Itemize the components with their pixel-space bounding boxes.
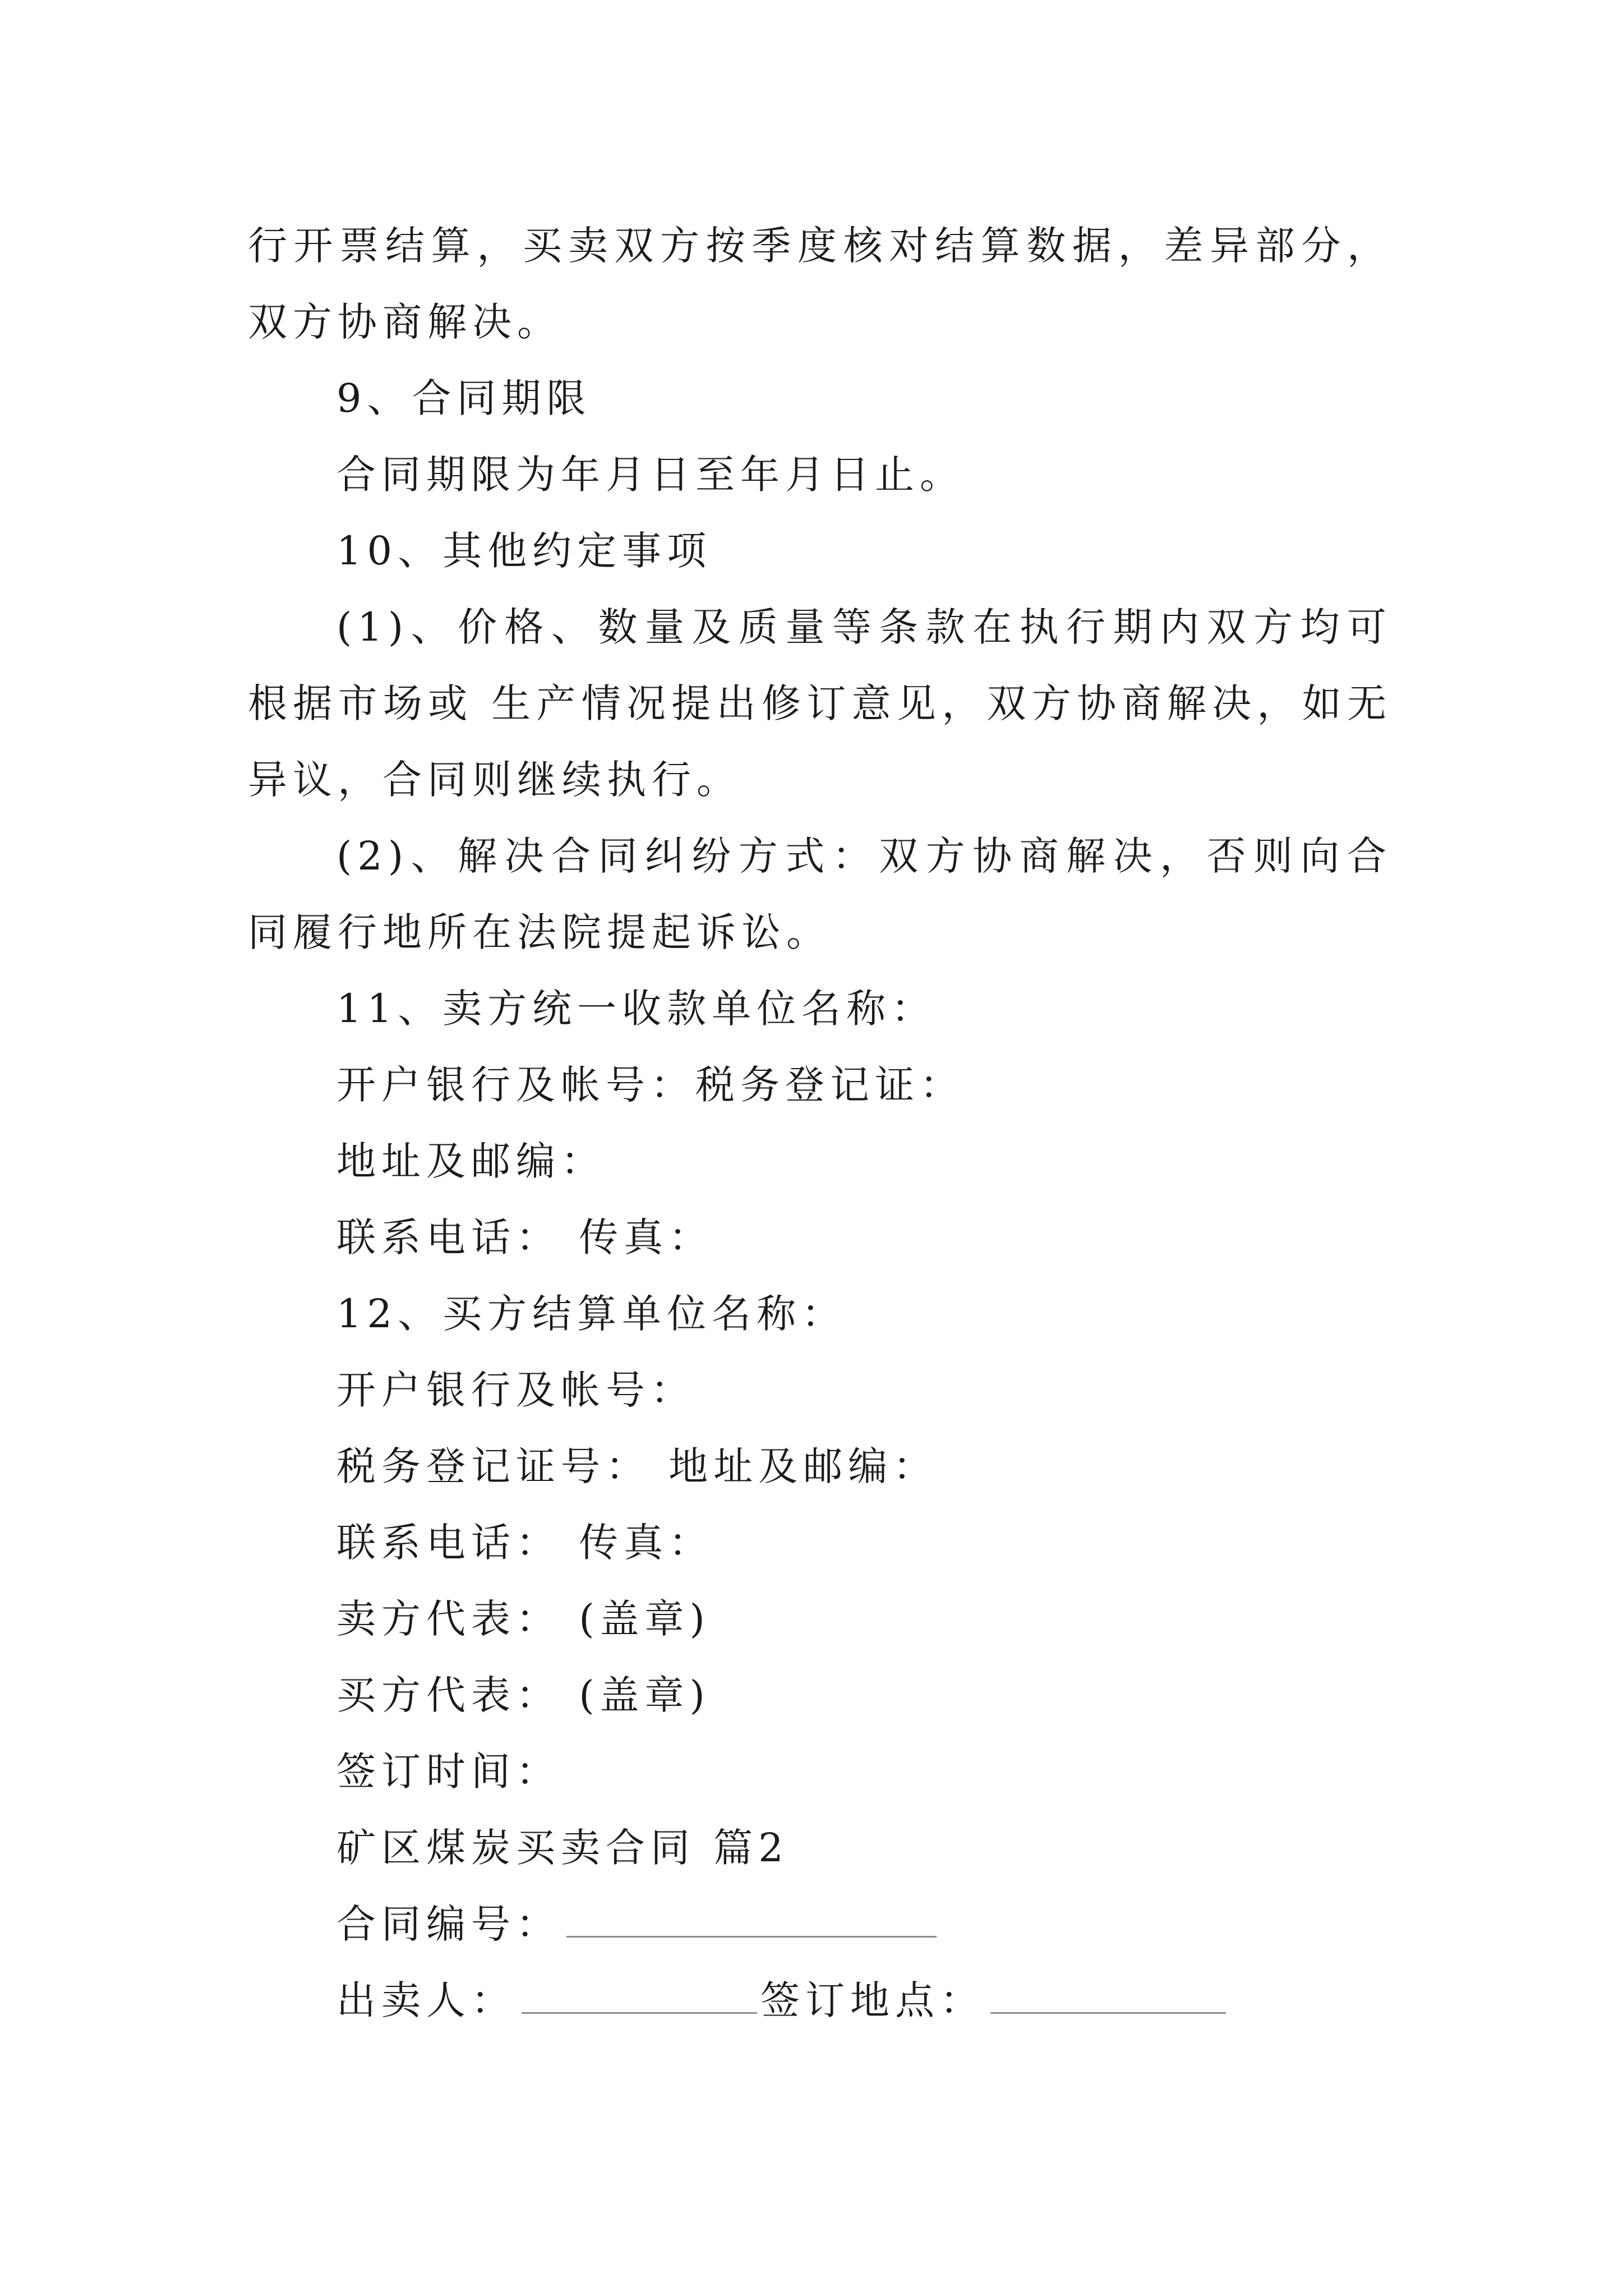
seller-label: 出卖人：: [336, 1977, 516, 2023]
sign-place-label: 签订地点：: [760, 1977, 985, 2023]
contract-number-label: 合同编号：: [336, 1901, 561, 1947]
clause-10-item-1: (1)、价格、数量及质量等条款在执行期内双方均可根据市场或 生产情况提出修订意见，双方协商解决，如无异议，合同则继续执行。: [248, 604, 1392, 803]
buyer-representative: 买方代表： (盖章): [336, 1672, 711, 1718]
document-body: [248, 208, 1392, 2039]
paragraph-settlement: 行开票结算，买卖双方按季度核对结算数据，差异部分，双方协商解决。: [248, 223, 1392, 345]
seller-blank: [522, 1978, 757, 2014]
clause-11-address: 地址及邮编：: [336, 1138, 606, 1184]
seller-place-line: [248, 1962, 1392, 2039]
clause-10-item-2: (2)、解决合同纠纷方式：双方协商解决，否则向合同履行地所在法院提起诉讼。: [248, 833, 1392, 955]
section-2-title: 矿区煤炭买卖合同 篇2: [336, 1825, 789, 1871]
clause-10-title: 10、其他约定事项: [336, 528, 712, 574]
clause-11-title: 11、卖方统一收款单位名称：: [336, 986, 937, 1032]
clause-12-phone: 联系电话： 传真：: [336, 1520, 714, 1566]
clause-9-title: 9、合同期限: [336, 375, 592, 421]
clause-12-tax: 税务登记证号： 地址及邮编：: [336, 1443, 938, 1489]
clause-9-body: 合同期限为年月日至年月日止。: [336, 452, 965, 498]
signing-time: 签订时间：: [336, 1749, 561, 1795]
contract-number-blank: [566, 1902, 937, 1938]
clause-12-bank: 开户银行及帐号：: [336, 1367, 695, 1413]
sign-place-blank: [990, 1978, 1226, 2014]
clause-11-phone: 联系电话： 传真：: [336, 1214, 714, 1260]
clause-11-bank: 开户银行及帐号：税务登记证：: [336, 1062, 965, 1108]
clause-12-title: 12、买方结算单位名称：: [336, 1291, 847, 1337]
contract-number-line: [248, 1886, 1392, 1962]
seller-representative: 卖方代表： (盖章): [336, 1596, 711, 1642]
